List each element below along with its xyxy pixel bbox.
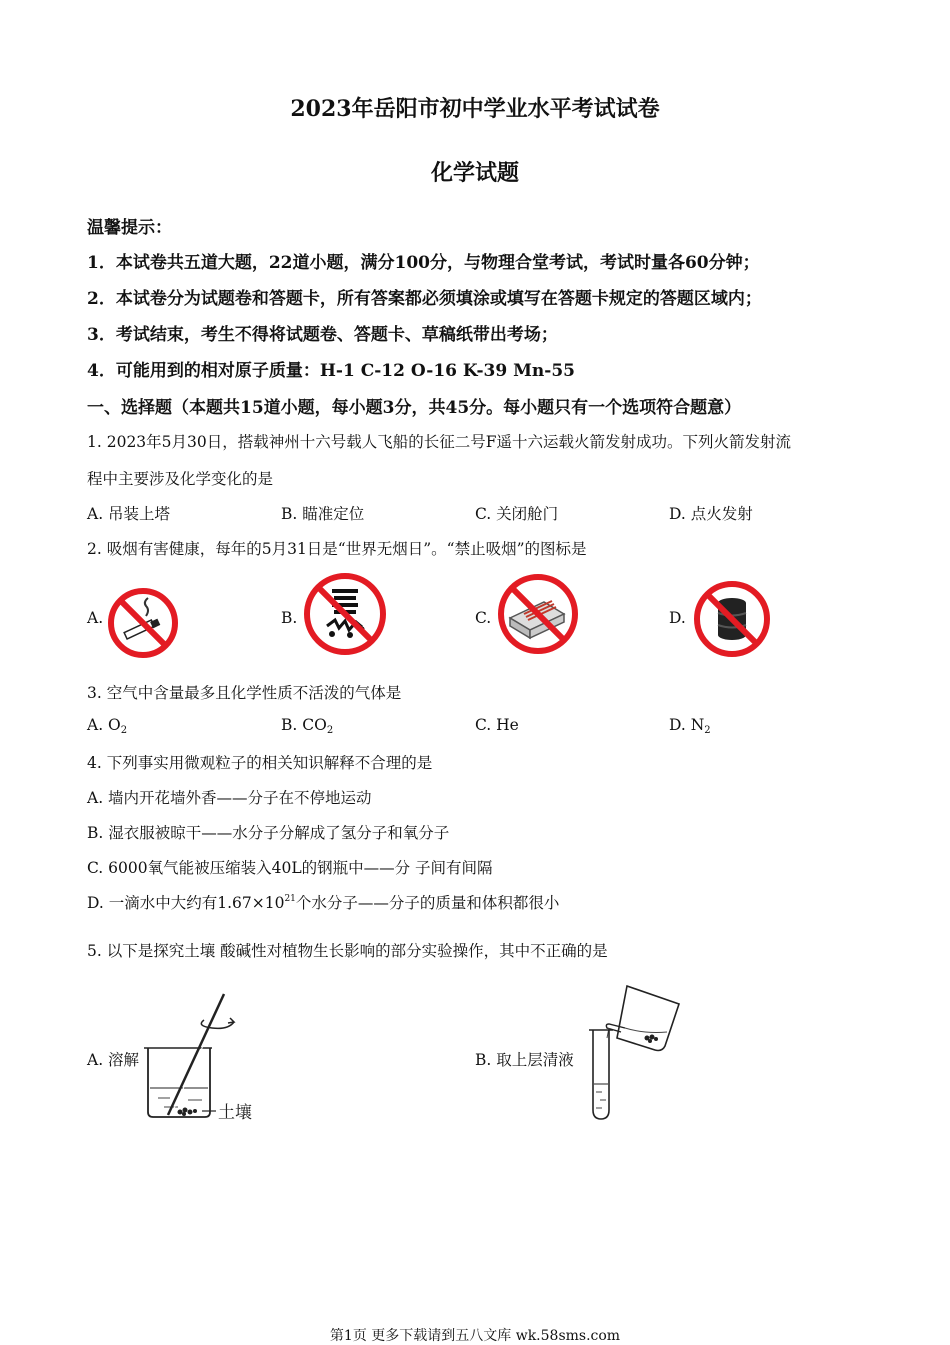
test-tube-pouring-figure	[575, 982, 685, 1127]
q2-option-b: B.	[281, 609, 298, 627]
section-title: 一、选择题（本题共15道小题，每小题3分，共45分。每小题只有一个选项符合题意）	[87, 398, 742, 418]
no-matches-icon	[496, 572, 580, 656]
tip-item-2: 2．本试卷分为试题卷和答题卡，所有答案都必须填涂或填写在答题卡规定的答题区域内；	[87, 289, 762, 309]
soil-label: 土壤	[218, 1103, 252, 1123]
q2-option-c: C.	[475, 609, 492, 627]
no-barrel-icon	[692, 579, 772, 659]
q2-option-a: A.	[87, 609, 104, 627]
q1-stem-line2: 程中主要涉及化学变化的是	[87, 470, 274, 488]
q2-option-d: D.	[669, 609, 686, 627]
tip-item-1: 1．本试卷共五道大题，22道小题，满分100分，与物理合堂考试，考试时量各60分钟；	[87, 253, 760, 273]
q3-option-c: C. He	[475, 716, 519, 734]
q3-option-b: B. $CO_2$	[281, 716, 334, 736]
page-footer: 第1页 更多下载请到五八文库 wk.58sms.com	[329, 1328, 621, 1344]
tip-item-4: 4．可能用到的相对原子质量：H-1 C-12 O-16 K-39 Mn-55	[87, 361, 575, 381]
beaker-dissolving-figure	[140, 990, 280, 1125]
q5-option-a: A. 溶解	[87, 1051, 140, 1069]
q1-option-a: A. 吊装上塔	[87, 505, 171, 523]
no-smoking-icon	[106, 586, 180, 660]
q4-option-a: A. 墙内开花墙外香——分子在不停地运动	[87, 789, 372, 807]
tips-heading: 温馨提示：	[87, 218, 172, 238]
exam-subtitle: 化学试题	[430, 160, 519, 186]
q4-stem: 4. 下列事实用微观粒子的相关知识解释不合理的是	[87, 754, 433, 772]
q1-option-d: D. 点火发射	[669, 505, 753, 523]
no-fireworks-icon	[302, 571, 388, 657]
q3-option-d: D. $N_2$	[669, 716, 711, 736]
q3-option-a: A. $O_2$	[87, 716, 128, 736]
exam-title: 2023年岳阳市初中学业水平考试试卷	[290, 96, 660, 122]
q4-option-c: C. 6000氧气能被压缩装入40L的钢瓶中——分 子间有间隔	[87, 859, 493, 877]
q5-stem: 5. 以下是探究土壤 酸碱性对植物生长影响的部分实验操作，其中不正确的是	[87, 942, 608, 960]
q4-option-b: B. 湿衣服被晾干——水分子分解成了氢分子和氧分子	[87, 824, 450, 842]
q1-option-c: C. 关闭舱门	[475, 505, 559, 523]
q4-option-d: D. 一滴水中大约有$1.67\times 10^{21}$个水分子——分子的质量和体积都很小	[87, 894, 560, 912]
q2-stem: 2. 吸烟有害健康，每年的5月31日是“世界无烟日”。“禁止吸烟”的图标是	[87, 540, 587, 558]
q5-option-b: B. 取上层清液	[475, 1051, 574, 1069]
q1-option-b: B. 瞄准定位	[281, 505, 365, 523]
q3-stem: 3. 空气中含量最多且化学性质不活泼的气体是	[87, 684, 402, 702]
tip-item-3: 3．考试结束，考生不得将试题卷、答题卡、草稿纸带出考场；	[87, 325, 558, 345]
q1-stem-line1: 1. 2023年5月30日，搭载神州十六号载人飞船的长征二号F遥十六运载火箭发射成功。下列火箭发射流	[87, 433, 792, 451]
